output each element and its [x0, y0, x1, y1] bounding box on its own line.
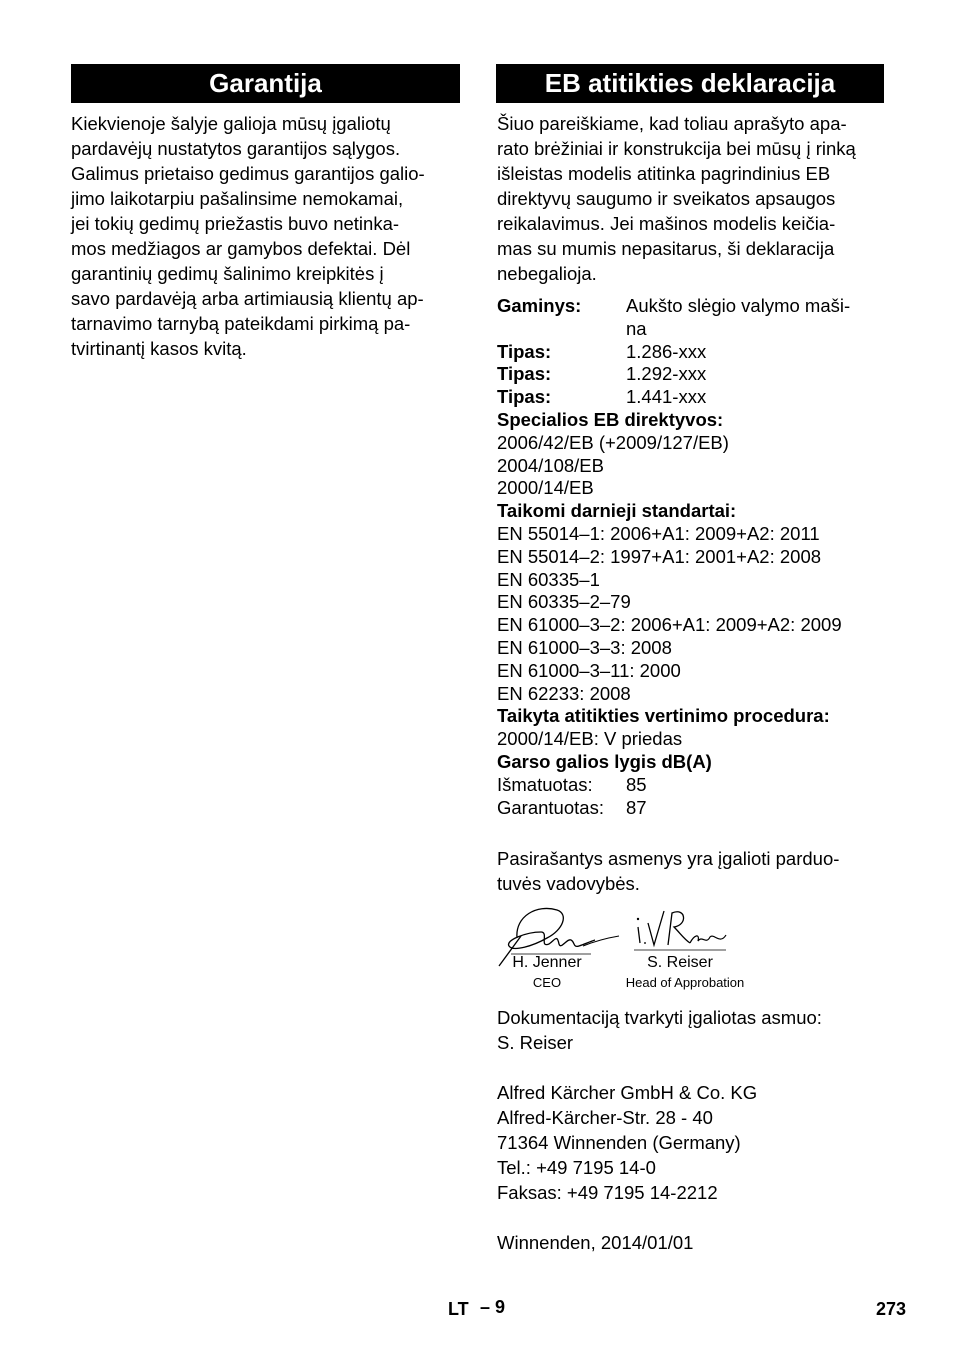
signer-role: CEO	[532, 975, 562, 990]
measured-row	[497, 774, 897, 797]
footer-language: LT	[448, 1299, 469, 1319]
signer-name: H. Jenner	[512, 954, 582, 971]
text-line: mas su mumis nepasitarus, ši deklaracija	[497, 238, 835, 259]
standard-item: EN 61000–3–2: 2006+A1: 2009+A2: 2009	[497, 614, 842, 636]
spec-block	[497, 295, 897, 819]
standard-item: EN 61000–3–11: 2000	[497, 659, 681, 681]
product-row	[497, 295, 897, 341]
text-line: Dokumentaciją tvarkyti įgaliotas asmuo:	[497, 1007, 822, 1028]
text-line: tarnavimo tarnybą pateikdami pirkimą pa-	[71, 313, 411, 334]
place-date	[497, 1230, 693, 1255]
standard-item: EN 61000–3–3: 2008	[497, 636, 672, 658]
type-label: Tipas:	[497, 363, 552, 385]
text-line: jimo laikotarpiu pašalinsime nemokamai,	[71, 188, 404, 209]
documentation-text	[497, 1005, 822, 1055]
company-address	[497, 1080, 757, 1205]
text-line: rato brėžiniai ir konstrukcija bei mūsų į rinką	[497, 138, 856, 159]
page-number: 273	[876, 1299, 907, 1319]
text-line: Winnenden, 2014/01/01	[497, 1232, 694, 1253]
product-label: Gaminys:	[497, 295, 582, 316]
signer-name: S. Reiser	[647, 954, 713, 971]
text-line: Alfred Kärcher GmbH & Co. KG	[497, 1082, 758, 1103]
text-line: Galimus prietaiso gedimus garantijos galio-	[71, 163, 425, 184]
text-line: išleistas modelis atitinka pagrindinius EB	[497, 163, 831, 184]
directive-item: 2006/42/EB (+2009/127/EB)	[497, 431, 729, 453]
type-row	[497, 363, 897, 386]
warranty-text	[71, 111, 425, 361]
text-line: reikalavimus. Jei mašinos modelis keičia-	[497, 213, 836, 234]
text-line: garantinių gedimų šalinimo kreipkitės į	[71, 263, 384, 284]
text-line: Kiekvienoje šalyje galioja mūsų įgaliotų	[71, 113, 391, 134]
signatories-text	[497, 846, 839, 896]
text-line: mos medžiagos ar gamybos defektai. Dėl	[71, 238, 411, 259]
standard-item: EN 60335–1	[497, 568, 600, 590]
text-line: Tel.: +49 7195 14-0	[497, 1157, 656, 1178]
text-line: direktyvų saugumo ir sveikatos apsaugos	[497, 188, 836, 209]
type-label: Tipas:	[497, 340, 552, 362]
text-line: tvirtinantį kasos kvitą.	[71, 338, 247, 359]
text-line: Faksas: +49 7195 14-2212	[497, 1182, 718, 1203]
declaration-intro	[497, 111, 856, 286]
standard-item: EN 62233: 2008	[497, 682, 631, 704]
type-label: Tipas:	[497, 386, 552, 408]
garantija-heading: Garantija	[71, 64, 460, 103]
text-line: S. Reiser	[497, 1032, 574, 1053]
signature-reiser	[630, 905, 730, 957]
type-value: 1.286-xxx	[626, 340, 707, 362]
standard-item: EN 55014–1: 2006+A1: 2009+A2: 2011	[497, 522, 820, 544]
standard-item: EN 60335–2–79	[497, 591, 631, 613]
procedure-heading: Taikyta atitikties vertinimo procedura:	[497, 705, 830, 727]
sound-heading: Garso galios lygis dB(A)	[497, 750, 712, 772]
text-line: nebegalioja.	[497, 263, 597, 284]
directives-heading: Specialios EB direktyvos:	[497, 408, 724, 430]
standard-item: EN 55014–2: 1997+A1: 2001+A2: 2008	[497, 545, 822, 567]
directive-item: 2000/14/EB	[497, 477, 594, 499]
type-value: 1.441-xxx	[626, 386, 707, 408]
type-value: 1.292-xxx	[626, 363, 707, 385]
procedure-value: 2000/14/EB: V priedas	[497, 728, 683, 750]
guaranteed-label: Garantuotas:	[497, 796, 604, 818]
text-line: tuvės vadovybės.	[497, 873, 640, 894]
standards-heading: Taikomi darnieji standartai:	[497, 500, 737, 522]
text-line: savo pardavėją arba artimiausią klientų ap-	[71, 288, 424, 309]
text-line: Šiuo pareiškiame, kad toliau aprašyto apa-	[497, 113, 847, 134]
text-line: Alfred-Kärcher-Str. 28 - 40	[497, 1107, 713, 1128]
product-value: Aukšto slėgio valymo maši- na	[626, 295, 851, 339]
declaration-heading: EB atitikties deklaracija	[496, 64, 884, 103]
type-row	[497, 386, 897, 409]
guaranteed-row	[497, 797, 897, 820]
text-line: Pasirašantys asmenys yra įgalioti parduo-	[497, 848, 840, 869]
measured-value: 85	[626, 773, 647, 795]
type-row	[497, 341, 897, 364]
text-line: jei tokių gedimų priežastis buvo netinka-	[71, 213, 400, 234]
text-line: 71364 Winnenden (Germany)	[497, 1132, 741, 1153]
guaranteed-value: 87	[626, 796, 647, 818]
measured-label: Išmatuotas:	[497, 773, 593, 795]
directive-item: 2004/108/EB	[497, 454, 604, 476]
text-line: pardavėjų nustatytos garantijos sąlygos.	[71, 138, 401, 159]
footer-section-page: – 9	[480, 1297, 506, 1317]
signer-role: Head of Approbation	[625, 975, 745, 990]
